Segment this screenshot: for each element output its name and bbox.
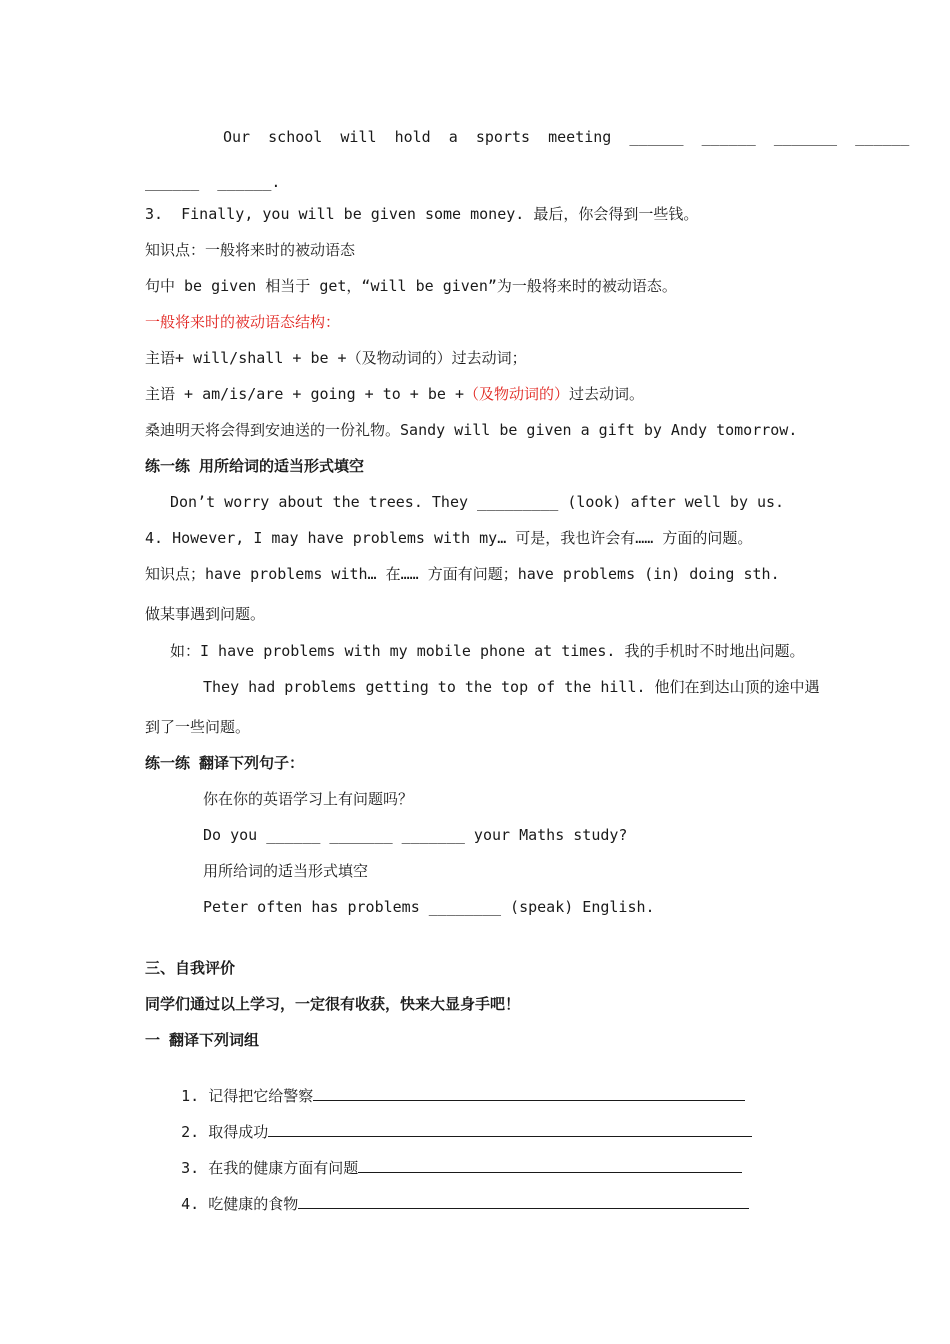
- exercise-text: 记得把它给警察: [208, 1087, 314, 1105]
- exercise-sentence: Our school will hold a sports meeting ______ ______ _______ ______: [223, 128, 910, 146]
- exercise-sentence-cont: ______ ______.: [145, 173, 281, 191]
- practice-heading: 练一练 用所给词的适当形式填空: [145, 457, 365, 475]
- knowledge-point: 知识点；have problems with… 在…… 方面有问题；have problems (in) doing sth.: [145, 565, 780, 583]
- exercise-text: 吃健康的食物: [208, 1195, 299, 1213]
- formula-highlight: （及物动词的）: [464, 385, 570, 403]
- encouragement: 同学们通过以上学习，一定很有收获，快来大显身手吧！: [145, 995, 521, 1013]
- exercise-row: [145, 1138, 742, 1177]
- exercise-number: 1.: [181, 1087, 200, 1105]
- exercise-row: [145, 1102, 752, 1141]
- exercise-number: 3.: [181, 1159, 200, 1177]
- example-sentence-cont: 到了一些问题。: [145, 718, 251, 736]
- structure-title: 一般将来时的被动语态结构：: [145, 313, 341, 331]
- answer-line[interactable]: [268, 1122, 752, 1137]
- example-sentence: They had problems getting to the top of the hill. 他们在到达山顶的途中遇: [203, 678, 820, 696]
- knowledge-point: 知识点：一般将来时的被动语态: [145, 241, 356, 259]
- example-sentence: 桑迪明天将会得到安迪送的一份礼物。Sandy will be given a gift by Andy tomorrow.: [145, 421, 798, 439]
- practice-instruction: 用所给词的适当形式填空: [203, 862, 369, 880]
- explanation: 句中 be given 相当于 get，“will be given”为一般将来时的被动语态。: [145, 277, 677, 295]
- practice-heading: 练一练 翻译下列句子：: [145, 754, 305, 772]
- practice-item: Peter often has problems ________ (speak) English.: [203, 898, 655, 916]
- exercise-row: [145, 1174, 749, 1213]
- example-sentence: 如：I have problems with my mobile phone at times. 我的手机时不时地出问题。: [170, 642, 805, 660]
- answer-line[interactable]: [358, 1158, 742, 1173]
- formula-part: 主语 + am/is/are + going + to + be +: [145, 385, 464, 403]
- practice-item: Do you ______ _______ _______ your Maths study?: [203, 826, 628, 844]
- exercise-number: 2.: [181, 1123, 200, 1141]
- exercise-text: 在我的健康方面有问题: [208, 1159, 359, 1177]
- subsection-heading: 一 翻译下列词组: [145, 1031, 260, 1049]
- practice-prompt: 你在你的英语学习上有问题吗？: [203, 790, 414, 808]
- exercise-number: 4.: [181, 1195, 200, 1213]
- knowledge-point-cont: 做某事遇到问题。: [145, 605, 266, 623]
- exercise-row: [145, 1066, 745, 1105]
- section-heading: 三、自我评价: [145, 959, 236, 977]
- answer-line[interactable]: [298, 1194, 749, 1209]
- point-3-heading: 3. Finally, you will be given some money. 最后，你会得到一些钱。: [145, 205, 699, 223]
- formula-end: 过去动词。: [569, 385, 645, 403]
- exercise-text: 取得成功: [208, 1123, 269, 1141]
- answer-line[interactable]: [313, 1086, 745, 1101]
- structure-formula-2: [145, 384, 644, 404]
- practice-item: Don’t worry about the trees. They _________ (look) after well by us.: [170, 493, 785, 511]
- structure-formula-1: 主语+ will/shall + be +（及物动词的）过去动词；: [145, 349, 527, 367]
- point-4-heading: 4. However, I may have problems with my… 可是，我也许会有…… 方面的问题。: [145, 529, 753, 547]
